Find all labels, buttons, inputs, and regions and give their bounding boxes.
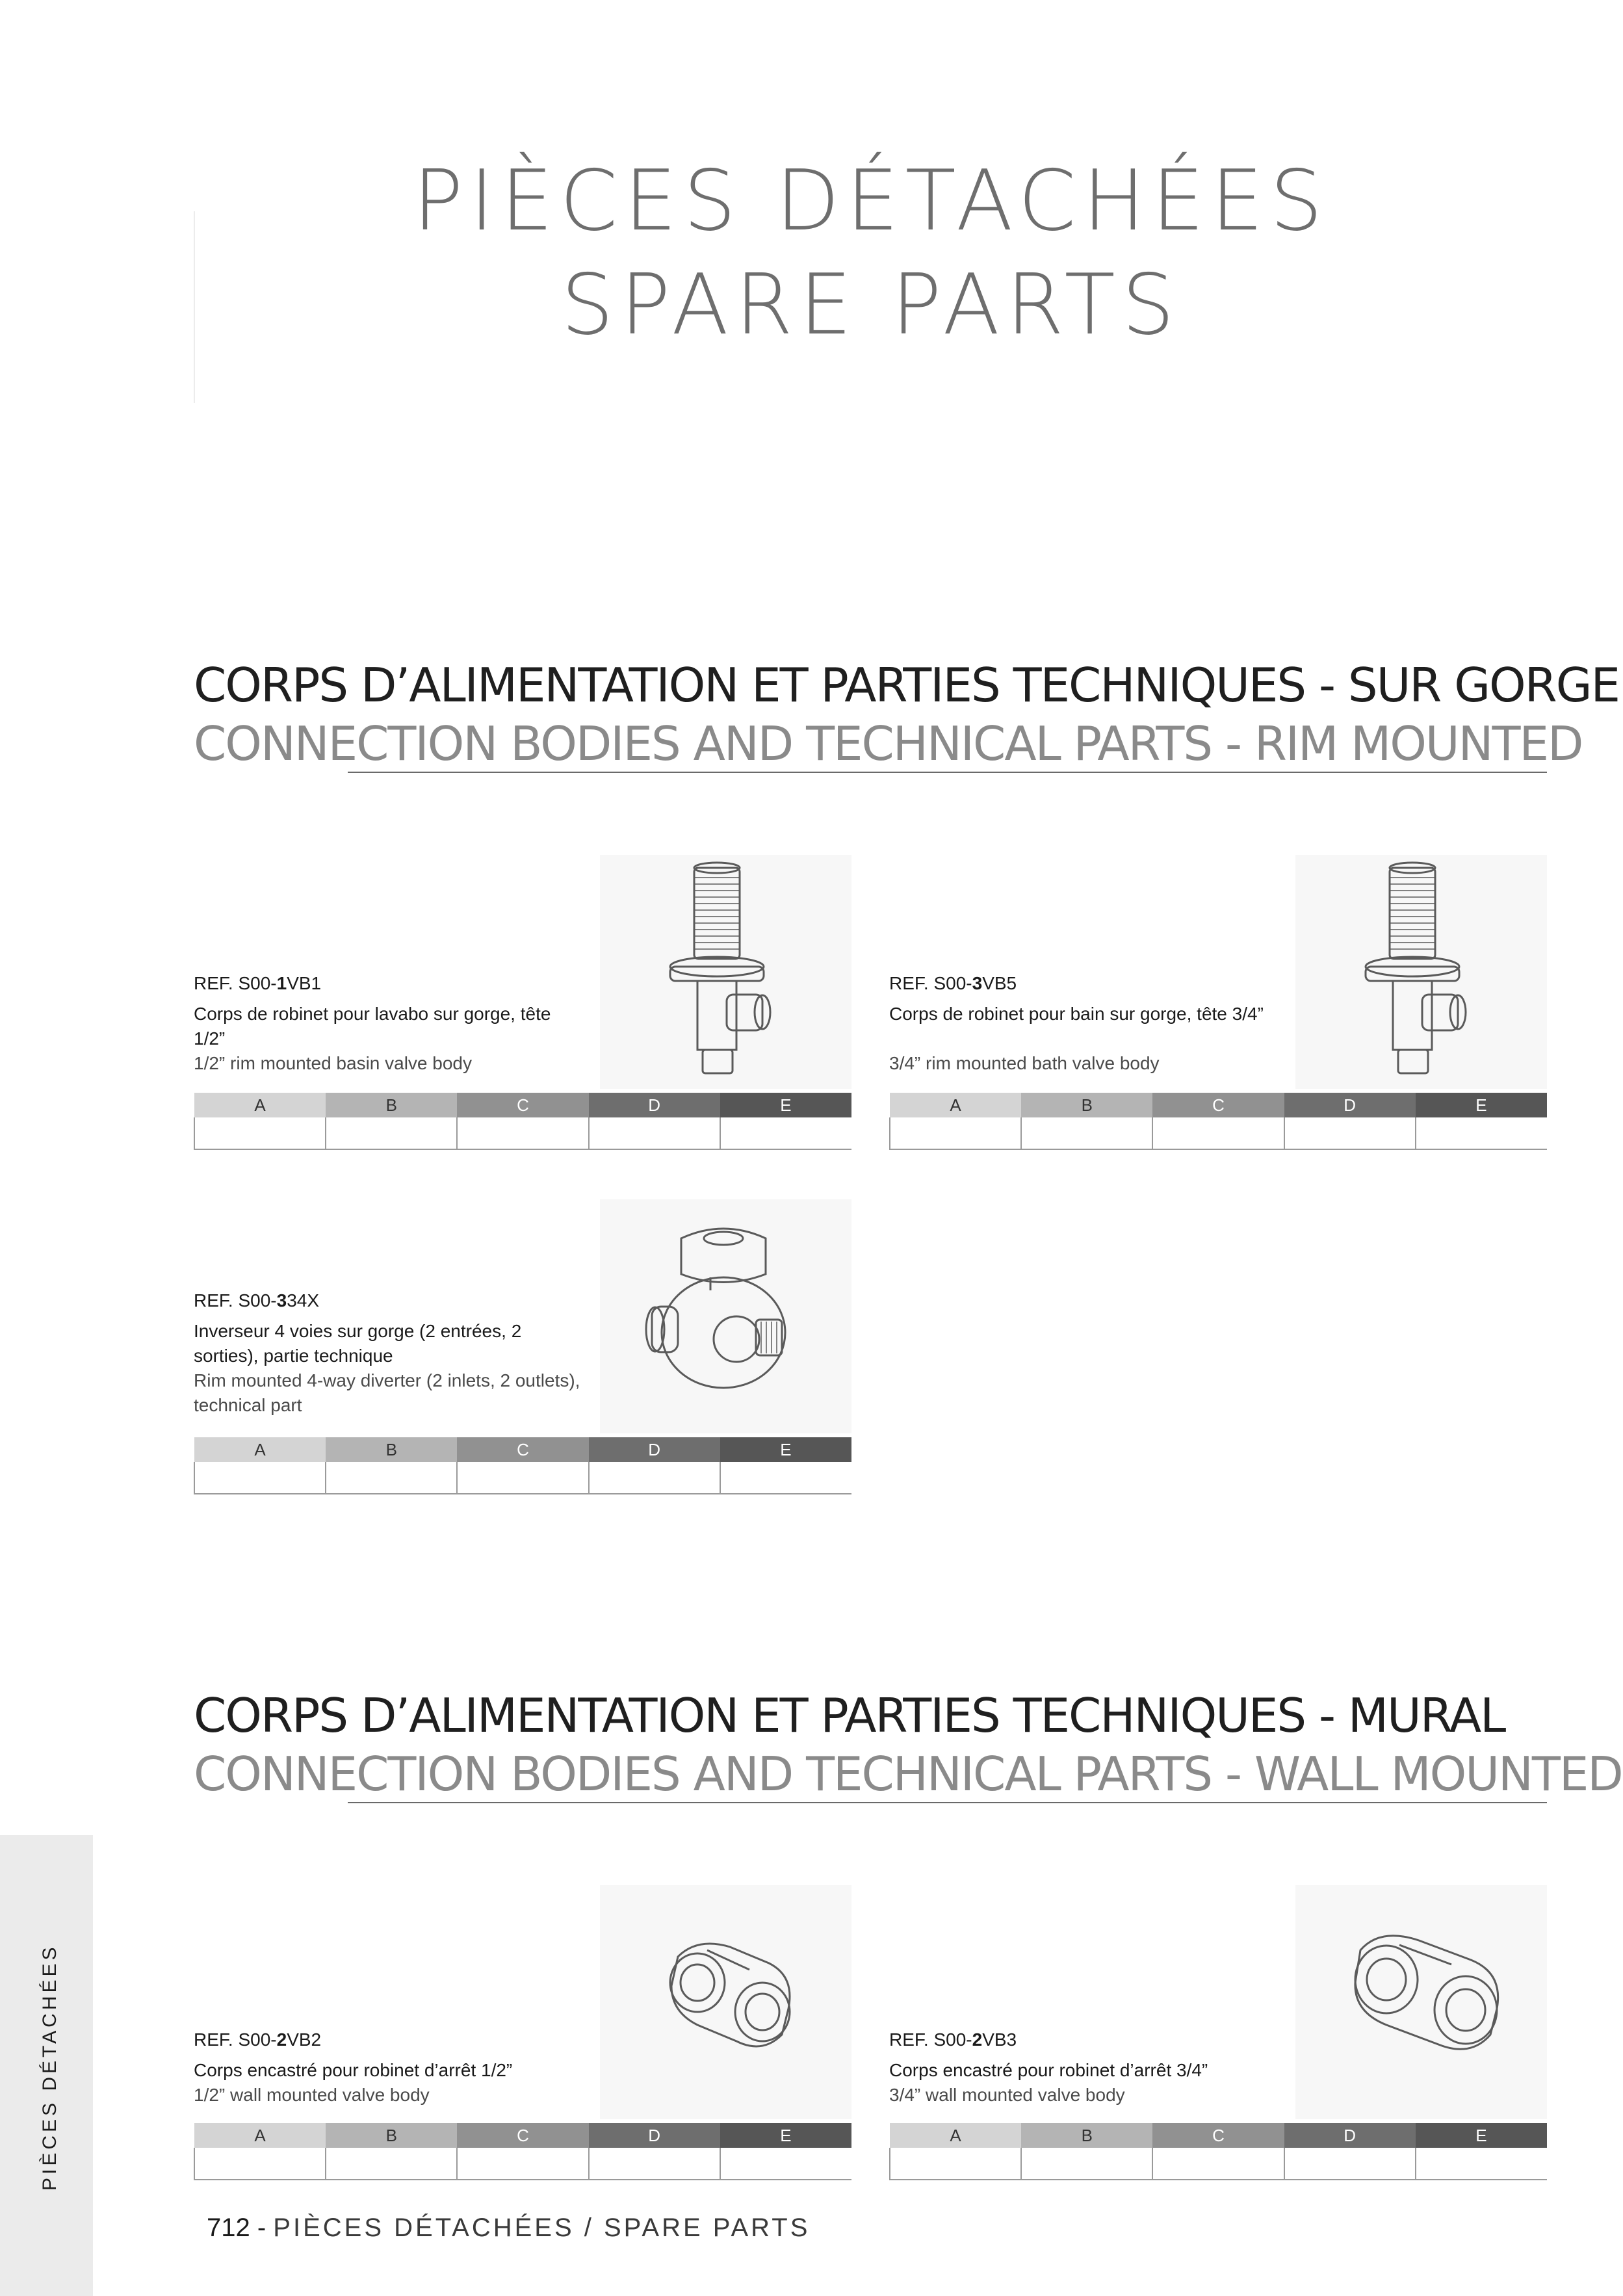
grade-header-a: A <box>890 1093 1021 1117</box>
grade-table <box>889 1093 1547 1150</box>
grade-header-c: C <box>457 1093 588 1117</box>
product-ref: REF. S00-1VB1 <box>194 973 322 993</box>
product-desc-en: 3/4” rim mounted bath valve body <box>889 1053 1160 1073</box>
product-desc-fr: Corps encastré pour robinet d’arrêt 1/2” <box>194 2060 513 2080</box>
grade-cell <box>1284 2148 1416 2180</box>
page-title-line-1: PIÈCES DÉTACHÉES <box>413 153 1329 250</box>
grade-cell <box>1152 1117 1284 1149</box>
grade-cell <box>326 1117 457 1149</box>
page-title-line-2: SPARE PARTS <box>561 257 1181 354</box>
grade-cell <box>1152 2148 1284 2180</box>
product-ref: REF. S00-334X <box>194 1290 320 1311</box>
product-desc-fr: Inverseur 4 voies sur gorge (2 entrées, 2 sorties), partie technique <box>194 1321 522 1366</box>
grade-header-c: C <box>457 1437 588 1462</box>
page-number: 712 - <box>207 2213 266 2242</box>
grade-cell <box>326 2148 457 2180</box>
grade-cell <box>720 1462 851 1494</box>
product-card <box>194 1199 851 1492</box>
grade-cell <box>1416 1117 1547 1149</box>
section-title-fr-rim: CORPS D’ALIMENTATION ET PARTIES TECHNIQUES - SUR GORGE <box>194 658 1619 712</box>
grade-header-b: B <box>326 2123 457 2148</box>
rim-valve-body-image <box>600 855 851 1089</box>
product-ref: REF. S00-2VB2 <box>194 2029 322 2050</box>
diverter-image <box>600 1199 851 1433</box>
product-desc-fr: Corps encastré pour robinet d’arrêt 3/4” <box>889 2060 1208 2080</box>
grade-header-d: D <box>1284 1093 1416 1117</box>
wall-valve-body-image <box>1295 1885 1547 2119</box>
product-card <box>194 855 851 1147</box>
section-rule <box>348 1802 1547 1803</box>
grade-cell <box>890 1117 1021 1149</box>
side-tab-label: PIÈCES DÉTACHÉES <box>39 1944 60 2191</box>
grade-header-d: D <box>589 2123 720 2148</box>
grade-header-e: E <box>720 1437 851 1462</box>
grade-header-d: D <box>589 1437 720 1462</box>
grade-table <box>194 2123 851 2180</box>
product-desc-en: 1/2” wall mounted valve body <box>194 2085 430 2105</box>
grade-header-e: E <box>1416 1093 1547 1117</box>
grade-header-d: D <box>1284 2123 1416 2148</box>
grade-cell <box>720 2148 851 2180</box>
section-title-en-wall: CONNECTION BODIES AND TECHNICAL PARTS - WALL MOUNTED <box>194 1747 1622 1801</box>
grade-cell <box>457 1117 588 1149</box>
grade-cell <box>890 2148 1021 2180</box>
grade-cell <box>589 1462 720 1494</box>
grade-cell <box>194 1462 326 1494</box>
wall-valve-body-image <box>600 1885 851 2119</box>
grade-header-a: A <box>890 2123 1021 2148</box>
grade-cell <box>194 2148 326 2180</box>
grade-header-b: B <box>326 1437 457 1462</box>
grade-header-a: A <box>194 2123 326 2148</box>
grade-cell <box>720 1117 851 1149</box>
grade-header-c: C <box>1152 1093 1284 1117</box>
product-ref: REF. S00-2VB3 <box>889 2029 1017 2050</box>
product-ref: REF. S00-3VB5 <box>889 973 1017 993</box>
product-card <box>889 1885 1547 2178</box>
product-desc-fr: Corps de robinet pour bain sur gorge, tête 3/4” <box>889 1004 1264 1024</box>
product-desc-fr: Corps de robinet pour lavabo sur gorge, tête 1/2” <box>194 1004 551 1049</box>
grade-header-b: B <box>1021 1093 1152 1117</box>
grade-header-b: B <box>1021 2123 1152 2148</box>
section-title-en-rim: CONNECTION BODIES AND TECHNICAL PARTS - RIM MOUNTED <box>194 716 1583 771</box>
grade-header-c: C <box>457 2123 588 2148</box>
grade-cell <box>457 1462 588 1494</box>
grade-table <box>194 1093 851 1150</box>
page-footer <box>207 2213 810 2243</box>
grade-header-e: E <box>720 2123 851 2148</box>
section-rule <box>348 772 1547 773</box>
grade-cell <box>589 1117 720 1149</box>
grade-header-e: E <box>720 1093 851 1117</box>
grade-header-e: E <box>1416 2123 1547 2148</box>
grade-cell <box>1416 2148 1547 2180</box>
grade-cell <box>589 2148 720 2180</box>
grade-header-b: B <box>326 1093 457 1117</box>
grade-cell <box>194 1117 326 1149</box>
product-desc-en: Rim mounted 4-way diverter (2 inlets, 2 outlets), technical part <box>194 1370 580 1415</box>
grade-cell <box>1021 1117 1152 1149</box>
grade-header-d: D <box>589 1093 720 1117</box>
grade-table <box>194 1437 851 1494</box>
product-desc-en: 3/4” wall mounted valve body <box>889 2085 1125 2105</box>
grade-cell <box>1284 1117 1416 1149</box>
rim-valve-body-image <box>1295 855 1547 1089</box>
page-title <box>0 150 1623 358</box>
grade-header-c: C <box>1152 2123 1284 2148</box>
footer-text: PIÈCES DÉTACHÉES / SPARE PARTS <box>273 2213 811 2242</box>
section-title-fr-wall: CORPS D’ALIMENTATION ET PARTIES TECHNIQUES - MURAL <box>194 1688 1505 1743</box>
grade-header-a: A <box>194 1437 326 1462</box>
product-card <box>889 855 1547 1147</box>
grade-header-a: A <box>194 1093 326 1117</box>
grade-cell <box>326 1462 457 1494</box>
grade-table <box>889 2123 1547 2180</box>
grade-cell <box>457 2148 588 2180</box>
product-desc-en: 1/2” rim mounted basin valve body <box>194 1053 472 1073</box>
product-card <box>194 1885 851 2178</box>
grade-cell <box>1021 2148 1152 2180</box>
